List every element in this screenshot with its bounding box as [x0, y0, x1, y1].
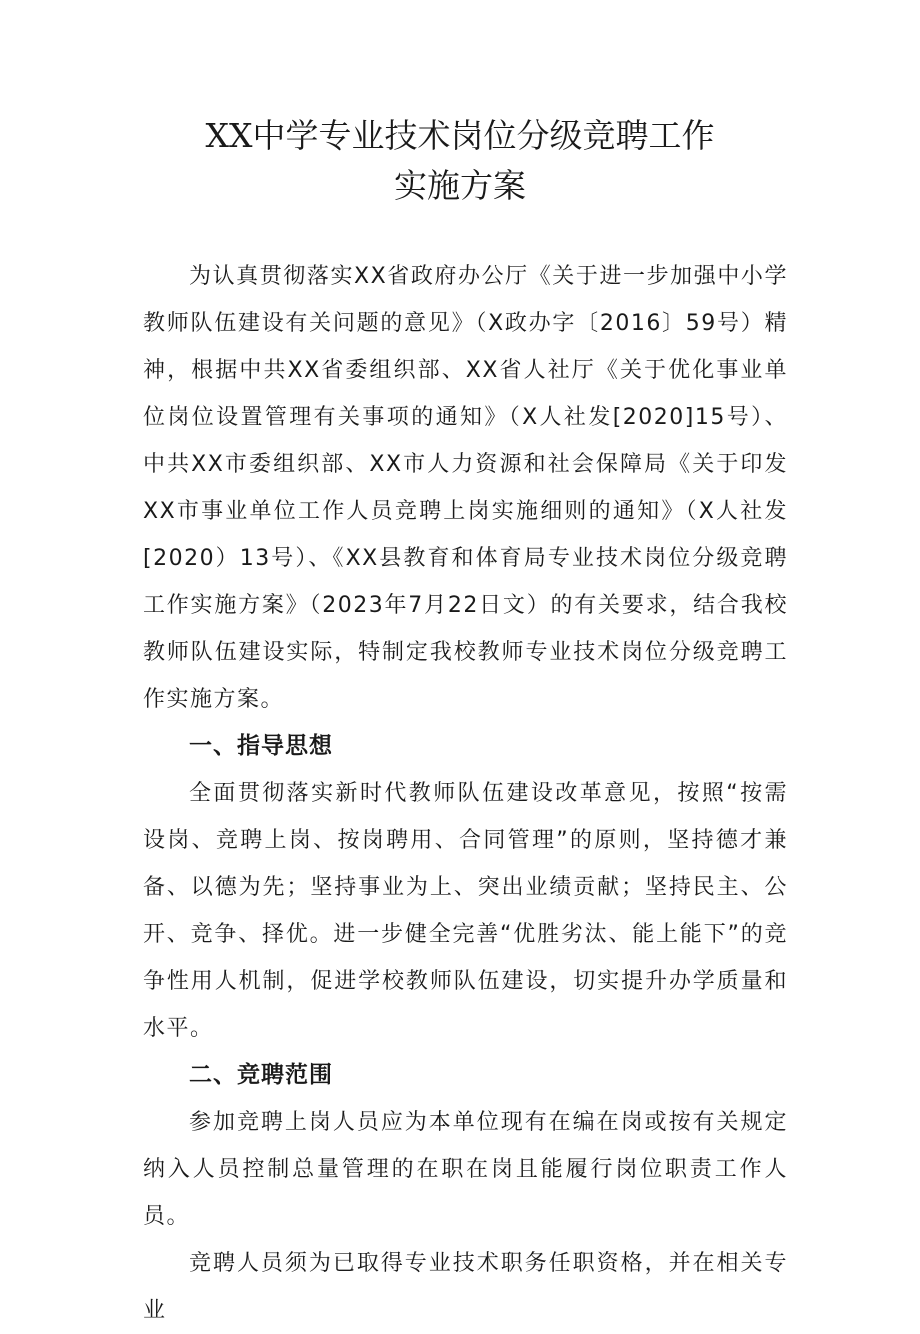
section2-paragraph-2: 竞聘人员须为已取得专业技术职务任职资格，并在相关专业	[143, 1251, 788, 1323]
section2-heading: 二、竞聘范围	[189, 1062, 333, 1088]
document-title-line1: XX中学专业技术岗位分级竞聘工作	[205, 116, 715, 155]
intro-paragraph: 为认真贯彻落实XX省政府办公厅《关于进一步加强中小学教师队伍建设有关问题的意见》（X政办字〔2016〕59号）精神，根据中共XX省委组织部、XX省人社厅《关于优化事业单位岗位设置管理有关事项的通知》（X人社发[2020]15号）、中共XX市委组织部、XX市人力资源和社会保障局《关于印发XX市事业单位工作人员竞聘上岗实施细则的通知》（X人社发[2020）13号）、《XX县教育和体育局专业技术岗位分级竞聘工作实施方案》（2023年7月22日文）的有关要求，结合我校教师队伍建设实际，特制定我校教师专业技术岗位分级竞聘工作实施方案。	[143, 264, 788, 712]
section1-paragraph: 全面贯彻落实新时代教师队伍建设改革意见，按照“按需设岗、竞聘上岗、按岗聘用、合同管理”的原则，坚持德才兼备、以德为先；坚持事业为上、突出业绩贡献；坚持民主、公开、竞争、择优。进一步健全完善“优胜劣汰、能上能下”的竞争性用人机制，促进学校教师队伍建设，切实提升办学质量和水平。	[143, 781, 789, 1041]
section1-heading: 一、指导思想	[189, 733, 333, 759]
document-body	[143, 253, 788, 1334]
section2-paragraph-1: 参加竞聘上岗人员应为本单位现有在编在岗或按有关规定纳入人员控制总量管理的在职在岗且能履行岗位职责工作人员。	[143, 1110, 788, 1229]
document-title-line2: 实施方案	[394, 166, 526, 205]
